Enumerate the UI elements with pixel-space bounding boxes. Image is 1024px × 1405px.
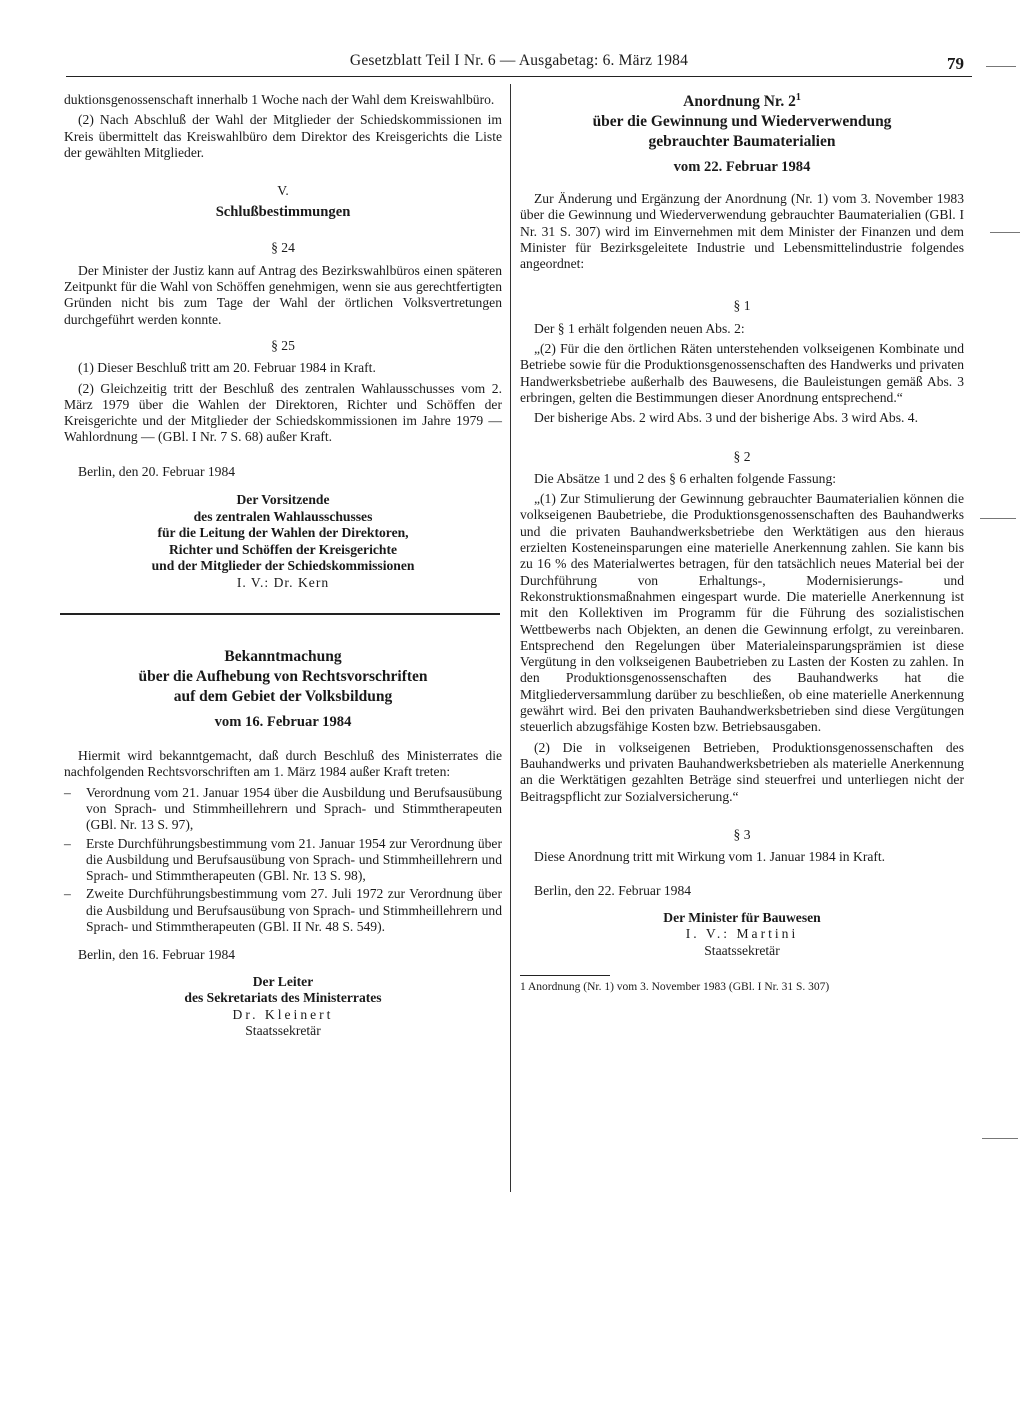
section-1-quote: „(2) Für die den örtlichen Räten unterstehenden volkseigenen Kombinate und Betriebe sowie für die Produktionsgenossenschaften des Handwerks und privaten Handwerksbetriebe außerhalb des Bauwesens, die Bauleistungen gemäß Abs. 3 erbringen, gelten die Bestimmungen dieser Anordnung entsprechend.“: [520, 341, 964, 405]
signature-line: des Sekretariats des Ministerrates: [184, 990, 382, 1006]
signature-line: des zentralen Wahlausschusses: [193, 508, 373, 524]
notice-title-line: auf dem Gebiet der Volksbildung: [173, 688, 393, 706]
footnote-mark: 1: [795, 91, 801, 103]
signature-block-1: [64, 492, 502, 591]
section-1-lead: Der § 1 erhält folgenden neuen Abs. 2:: [534, 320, 745, 336]
column-divider: [510, 84, 511, 1192]
order-title-main: [520, 92, 964, 112]
list-item: – Erste Durchführungsbestimmung vom 21. Januar 1954 zur Verordnung über die Ausbildung und Berufsausübung von Sprach- und Stimmheillehrern und Sprach- und Stimmtherapeuten (GBl. Nr. 13 S. 98),: [64, 836, 502, 885]
order-title-text: Anordnung Nr. 2: [683, 93, 796, 110]
footnote-rule: [520, 975, 610, 976]
section-title: Schlußbestimmungen: [215, 204, 351, 221]
margin-mark: [990, 232, 1020, 233]
right-column: [520, 92, 964, 994]
section-rule: [60, 613, 500, 615]
margin-mark: [986, 66, 1016, 67]
section-25-title: § 25: [271, 337, 295, 353]
notice-title-line: über die Aufhebung von Rechtsvorschriften: [138, 668, 428, 686]
signature-role: Staatssekretär: [704, 942, 780, 958]
section-1-tail: Der bisherige Abs. 2 wird Abs. 3 und der bisherige Abs. 3 wird Abs. 4.: [534, 410, 918, 426]
section-24-text: Der Minister der Justiz kann auf Antrag des Bezirkswahlbüros einen späteren Zeitpunkt für die Wahl von Schöffen genehmigen, wenn sie aus gerechtfertigten Gründen nicht bis zum Tage der Wahl der örtlichen Volksvertretungen durchgeführt werden konnte.: [64, 262, 502, 327]
section-3-text: Diese Anordnung tritt mit Wirkung vom 1. Januar 1984 in Kraft.: [534, 849, 886, 865]
paragraph-continued: duktionsgenossenschaft innerhalb 1 Woche nach der Wahl dem Kreiswahlbüro.: [64, 92, 495, 107]
left-column: [64, 92, 502, 1040]
section-3-title: § 3: [733, 826, 751, 842]
section-2-lead: Die Absätze 1 und 2 des § 6 erhalten folgende Fassung:: [534, 470, 837, 486]
notice-intro: Hiermit wird bekanntgemacht, daß durch Beschluß des Ministerrates die nachfolgenden Rechtsvorschriften am 1. März 1984 außer Kraft treten:: [64, 748, 502, 780]
signature-line: Richter und Schöffen der Kreisgerichte: [168, 541, 398, 557]
signature-line: für die Leitung der Wahlen der Direktoren,: [157, 525, 409, 541]
signature-line: Der Vorsitzende: [236, 492, 330, 508]
signature-title: Der Minister für Bauwesen: [663, 909, 821, 925]
section-2-quote-1: „(1) Zur Stimulierung der Gewinnung gebrauchter Baumaterialien können die volkseigenen Baubetriebe, die Produktionsgenossenschaften des Bauhandwerks und die privaten Bauhandwerksbetriebe den Werktätigen aus den hieraus erzielten Kosteneinsparungen eine materielle Anerkennung zahlen. Sie kann bis zu 16 % des Materialwertes betragen, für den tatsächlich neues Material bei der Durchführung von Erhaltungs-, Modernisierungs- und Rekonstruktionsmaßnahmen eingespart wurde. Die materielle Anerkennung ist mit den Kollektiven im Programm für die Führung des sozialistischen Wettbewerbs nach Objekten, an denen die Gewinnung erfolgt, zu vereinbaren. Entsprechend den Regelungen über Materialeinsparungsprämien ist diese Vergütung in den volkseigenen Baubetrieben zu Lasten der Kosten zu zahlen. In den Produktionsgenossenschaften des Bauhandwerks hat die Mitgliederversammlung darüber zu beschließen, ob eine materielle Anerkennung gewährt wird. Bei den privaten Bauhandwerksbetrieben sind diese Vergütungen steuerlich abzugsfähige Kosten bzw. Betriebsausgaben.: [520, 491, 964, 735]
footnote: 1 Anordnung (Nr. 1) vom 3. November 1983 (GBl. I Nr. 31 S. 307): [520, 981, 830, 994]
margin-mark: [980, 518, 1016, 519]
section-25-paragraph-1: (1) Dieser Beschluß tritt am 20. Februar 1984 in Kraft.: [78, 360, 376, 376]
section-2-title: § 2: [733, 448, 751, 464]
signature-iv: I. V.: Martini: [685, 926, 799, 942]
section-2-quote-2: (2) Die in volkseigenen Betrieben, Produktionsgenossenschaften des Bauhandwerks und privaten Bauhandwerksbetrieben als materielle Anerkennung an die Werktätigen gezahlten Beträge sind steuerfrei und unterliegen nicht der Beitragspflicht zur Sozialversicherung.“: [520, 739, 964, 804]
signature-line: und der Mitglieder der Schiedskommissionen: [151, 558, 415, 574]
signature-role: Staatssekretär: [245, 1023, 321, 1039]
page-number: 79: [947, 54, 964, 73]
paragraph-2: (2) Nach Abschluß der Wahl der Mitglieder der Schiedskommissionen im Kreis übermittelt das Kreiswahlbüro dem Direktor des Kreisgerichts die Liste der gewählten Mitglieder.: [64, 112, 502, 160]
notice-place-date: Berlin, den 16. Februar 1984: [78, 947, 236, 963]
place-date: Berlin, den 20. Februar 1984: [78, 463, 236, 479]
notice-title-line: Bekanntmachung: [224, 648, 342, 666]
order-date: vom 22. Februar 1984: [673, 159, 811, 175]
notice-title: [64, 647, 502, 732]
signature-block-3: [520, 910, 964, 960]
section-25-paragraph-2: (2) Gleichzeitig tritt der Beschluß des zentralen Wahlausschusses vom 2. März 1979 über die Wahlen der Direktoren, Richter und Schöffen der Kreisgerichte und der Mitglieder der Schiedskommissionen im Jahre 1979 — Wahlordnung — (GBl. I Nr. 7 S. 68) außer Kraft.: [64, 380, 502, 445]
section-24-title: § 24: [271, 240, 295, 256]
page-header: [66, 50, 972, 77]
list-item: – Zweite Durchführungsbestimmung vom 27. Juli 1972 zur Verordnung über die Ausbildung und Berufsausübung von Sprach- und Stimmheillehrern und Sprach- und Stimmtherapeuten (GBl. II Nr. 48 S. 549).: [64, 886, 502, 935]
notice-list: [64, 785, 502, 936]
section-number: V.: [277, 183, 289, 199]
section-1-title: § 1: [733, 298, 751, 314]
order-title: [520, 92, 964, 177]
order-title-line: gebrauchter Baumaterialien: [648, 133, 836, 150]
header-title: Gesetzblatt Teil I Nr. 6 — Ausgabetag: 6. März 1984: [349, 52, 689, 69]
signature-name: Dr. Kleinert: [232, 1006, 334, 1022]
order-intro: Zur Änderung und Ergänzung der Anordnung (Nr. 1) vom 3. November 1983 über die Gewinnung und Wiederverwendung gebrauchter Baumaterialien (GBl. I Nr. 31 S. 307) wird im Einvernehmen mit dem Minister der Finanzen und dem Minister für Bezirksgeleitete Industrie und Lebensmittelindustrie folgendes angeordnet:: [520, 191, 964, 272]
list-item: – Verordnung vom 21. Januar 1954 über die Ausbildung und Berufsausübung von Sprach- und Stimmheillehrern und Sprach- und Stimmtherapeuten (GBl. Nr. 13 S. 97),: [64, 785, 502, 834]
order-place-date: Berlin, den 22. Februar 1984: [534, 883, 692, 899]
order-title-line: über die Gewinnung und Wiederverwendung: [592, 113, 892, 130]
notice-date: vom 16. Februar 1984: [214, 714, 352, 731]
signature-line: Der Leiter: [252, 973, 314, 989]
margin-mark: [982, 1138, 1018, 1139]
signature-block-2: [64, 974, 502, 1040]
signature-iv: I. V.: Dr. Kern: [236, 574, 330, 590]
